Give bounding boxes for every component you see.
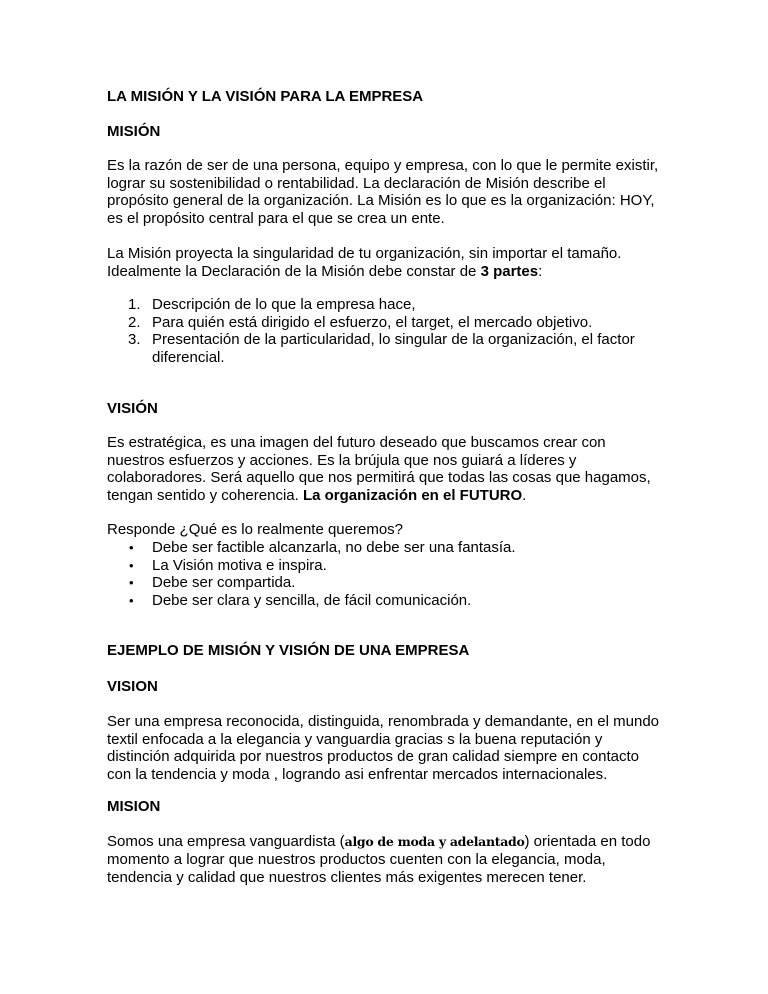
list-item [107, 592, 667, 610]
emphasis-text: 3 partes [480, 262, 539, 280]
list-number: 3. [128, 331, 141, 348]
list-number: 1. [128, 296, 141, 313]
text-line: tengan sentido y coherencia. [107, 486, 303, 504]
text-line: nuestros esfuerzos y acciones. Es la brújula que nos guiará a líderes y [107, 451, 577, 469]
emphasis-text: La organización en el FUTURO [302, 486, 523, 504]
list-item [107, 314, 667, 332]
list-item-text: Para quién está dirigido el esfuerzo, el target, el mercado objetivo. [152, 313, 593, 331]
inline-aside: algo de moda y adelantado [344, 834, 525, 849]
ejemplo-mision-heading: MISION [107, 798, 161, 815]
vision-paragraph [107, 434, 667, 504]
list-item-text: Debe ser factible alcanzarla, no debe ser una fantasía. [152, 539, 516, 556]
text-line: ) orientada en todo [524, 833, 651, 850]
text-line: Es estratégica, es una imagen del futuro deseado que buscamos crear con [107, 434, 606, 451]
bullet-mark: • [129, 592, 134, 608]
text-line: La Misión proyecta la singularidad de tu organización, sin importar el tamaño. [107, 245, 622, 262]
text-line: . [522, 486, 527, 504]
list-item-text: Presentación de la particularidad, lo singular de la organización, el factor [152, 331, 635, 348]
responde-line: Responde ¿Qué es lo realmente queremos? [107, 521, 404, 538]
ejemplo-vision-heading: VISION [107, 678, 158, 695]
text-line: momento a lograr que nuestros productos cuenten con la elegancia, moda, [107, 851, 606, 868]
text-line: colaboradores. Será aquello que nos permitirá que todas las cosas que hagamos, [107, 469, 651, 486]
list-item [107, 296, 667, 314]
document-title: LA MISIÓN Y LA VISIÓN PARA LA EMPRESA [107, 88, 424, 105]
text-line: tendencia y calidad que nuestros clientes más exigentes merecen tener. [107, 869, 587, 886]
mision-heading: MISIÓN [107, 123, 161, 140]
list-item [107, 331, 667, 366]
ejemplo-heading: EJEMPLO DE MISIÓN Y VISIÓN DE UNA EMPRESA [107, 642, 470, 659]
text-line: propósito general de la organización. La Misión es lo que es la organización: HOY, [107, 192, 655, 209]
mision-paragraph-2 [107, 245, 667, 280]
text-line: Somos una empresa vanguardista ( [107, 833, 345, 850]
list-item [107, 539, 667, 557]
text-line: lograr su sostenibilidad o rentabilidad. La declaración de Misión describe el [107, 174, 606, 192]
list-number: 2. [128, 313, 141, 331]
mision-parts-list [107, 296, 667, 366]
list-item-text: diferencial. [152, 348, 225, 366]
list-item [107, 557, 667, 575]
bullet-mark: • [129, 575, 134, 590]
list-item-text: Debe ser clara y sencilla, de fácil comunicación. [152, 591, 472, 609]
bullet-mark: • [129, 540, 134, 555]
vision-heading: VISIÓN [107, 400, 158, 417]
ejemplo-vision-paragraph [107, 713, 667, 783]
text-line: distinción adquirida por nuestros productos de gran calidad siempre en contacto [107, 748, 639, 765]
text-line: textil enfocada a la elegancia y vanguardia gracias s la buena reputación y [107, 730, 603, 748]
mision-paragraph-1 [107, 157, 667, 227]
vision-bullets-list [107, 539, 667, 609]
text-line: Es la razón de ser de una persona, equipo y empresa, con lo que le permite existir, [107, 157, 659, 174]
ejemplo-mision-paragraph [107, 833, 667, 887]
list-item [107, 574, 667, 592]
text-line: con la tendencia y moda , logrando asi enfrentar mercados internacionales. [107, 765, 608, 783]
text-line: : [538, 262, 543, 280]
text-line: Idealmente la Declaración de la Misión debe constar de [107, 262, 481, 280]
list-item-text: Descripción de lo que la empresa hace, [152, 296, 416, 313]
list-item-text: La Visión motiva e inspira. [152, 556, 327, 574]
text-line: Ser una empresa reconocida, distinguida, renombrada y demandante, en el mundo [107, 713, 660, 730]
text-line: es el propósito central para el que se crea un ente. [107, 209, 445, 227]
list-item-text: Debe ser compartida. [152, 574, 296, 591]
bullet-mark: • [129, 557, 134, 573]
